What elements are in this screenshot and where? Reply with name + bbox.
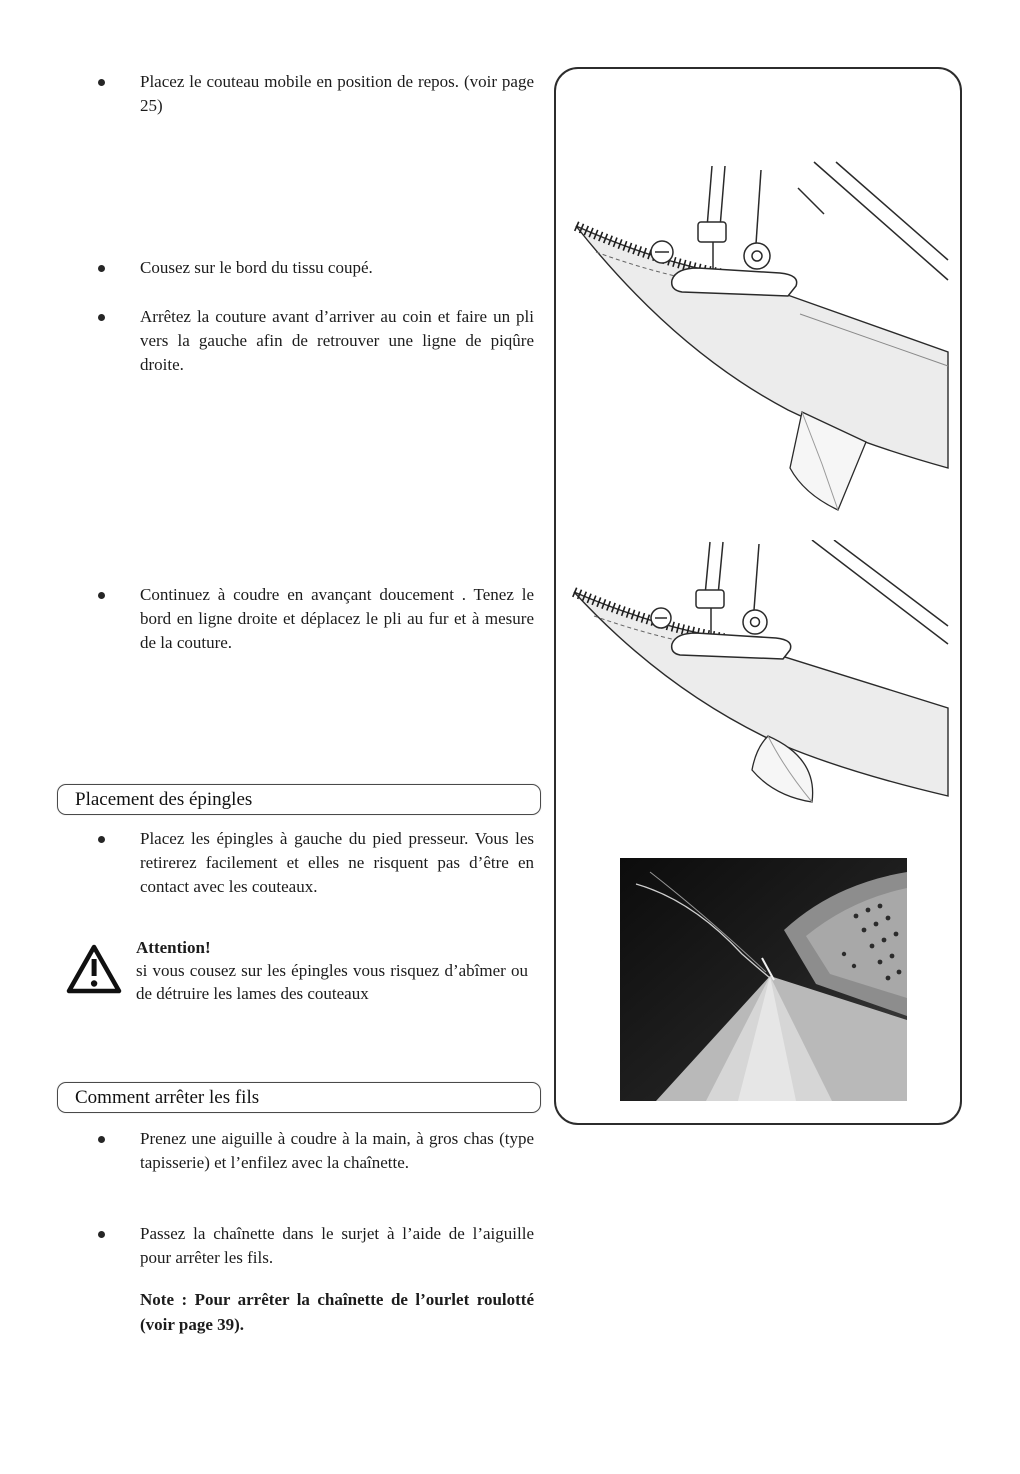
- bullet-text: Placez les épingles à gauche du pied presseur. Vous les retirerez facilement et elles ne risquent pas d’être en contact avec les couteaux.: [140, 829, 534, 896]
- bullet-text: Continuez à coudre en avançant doucement . Tenez le bord en ligne droite et déplacez le pli au fur et à mesure de la couture.: [140, 585, 534, 652]
- bullet-text: Prenez une aiguille à coudre à la main, à gros chas (type tapisserie) et l’enfilez avec la chaînette.: [140, 1129, 534, 1172]
- section-header-pins: [57, 784, 541, 815]
- note-label: Note :: [140, 1290, 195, 1309]
- bullet-item: [98, 1127, 534, 1175]
- sewing-illustration-2: [562, 540, 954, 820]
- bullet-item: [98, 1222, 534, 1270]
- fabric-photo: [620, 858, 907, 1101]
- bullet-item: [98, 305, 534, 377]
- section-header-threads: [57, 1082, 541, 1113]
- warning-title: Attention!: [136, 938, 211, 957]
- bullet-item: [98, 256, 534, 280]
- warning-icon: [66, 944, 122, 994]
- warning-text: si vous cousez sur les épingles vous risquez d’abîmer ou de détruire les lames des couteaux: [136, 961, 528, 1003]
- bullet-item: [98, 583, 534, 655]
- bullet-text: Arrêtez la couture avant d’arriver au coin et faire un pli vers la gauche afin de retrouver une ligne de piqûre droite.: [140, 307, 534, 374]
- bullet-item: [98, 827, 534, 899]
- bullet-text: Passez la chaînette dans le surjet à l’aide de l’aiguille pour arrêter les fils.: [140, 1224, 534, 1267]
- bullet-dot-icon: [98, 836, 105, 843]
- bullet-text: Placez le couteau mobile en position de repos. (voir page 25): [140, 72, 534, 115]
- bullet-dot-icon: [98, 314, 105, 321]
- note-text: [140, 1287, 534, 1337]
- warning-block: [64, 936, 534, 1005]
- sewing-illustration-1: [562, 160, 954, 532]
- bullet-dot-icon: [98, 1136, 105, 1143]
- section-title: Placement des épingles: [75, 789, 253, 810]
- note-body: Pour arrêter la chaînette de l’ourlet roulotté (voir page 39).: [140, 1290, 534, 1334]
- bullet-text: Cousez sur le bord du tissu coupé.: [140, 258, 373, 277]
- bullet-dot-icon: [98, 1231, 105, 1238]
- section-title: Comment arrêter les fils: [75, 1087, 260, 1108]
- bullet-dot-icon: [98, 79, 105, 86]
- bullet-dot-icon: [98, 265, 105, 272]
- bullet-dot-icon: [98, 592, 105, 599]
- bullet-item: [98, 70, 534, 118]
